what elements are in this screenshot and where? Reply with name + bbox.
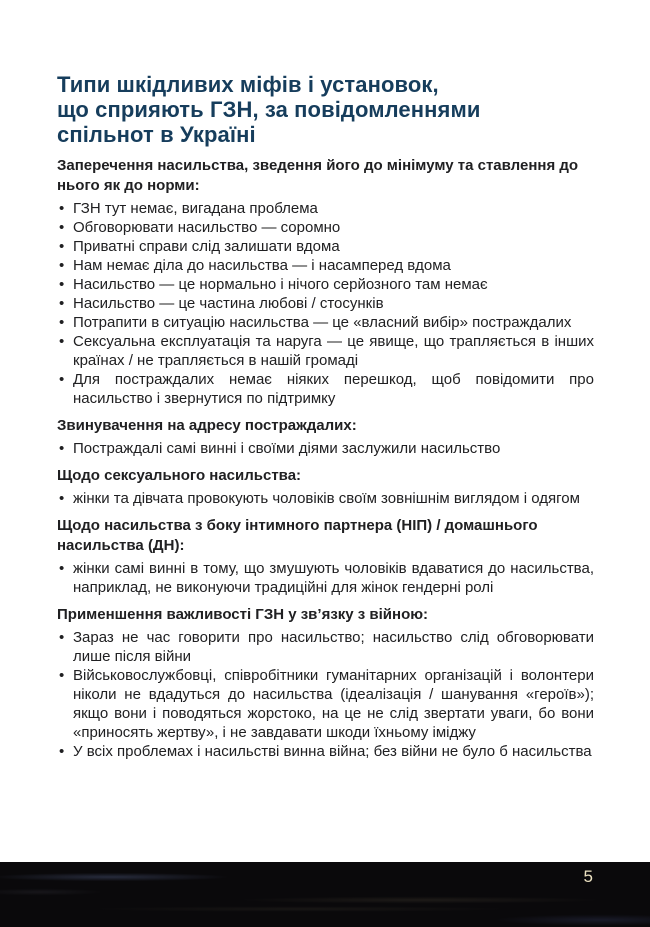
page-content (57, 72, 594, 761)
section-victim-blaming-list (57, 439, 594, 458)
section-ipv-domestic-list (57, 559, 594, 597)
list-item: • Обговорювати насильство — соромно (57, 218, 594, 237)
list-item: • Приватні справи слід залишати вдома (57, 237, 594, 256)
page-title-line-1: Типи шкідливих міфів і установок, (57, 72, 439, 97)
section-war-minimization-heading: Применшення важливості ГЗН у зв’язку з війною: (57, 606, 429, 623)
list-item: • У всіх проблемах і насильстві винна війна; без війни не було б насильства (57, 742, 594, 761)
list-item: • ГЗН тут немає, вигадана проблема (57, 199, 594, 218)
list-item: • Сексуальна експлуатація та наруга — це явище, що трапляється в інших країнах / не трапляється в нашій громаді (57, 332, 594, 370)
list-item: • Потрапити в ситуацію насильства — це «власний вибір» постраждалих (57, 313, 594, 332)
section-war-minimization (57, 605, 594, 761)
list-item: • Для постраждалих немає ніяких перешкод, щоб повідомити про насильство і звернутися по підтримку (57, 370, 594, 408)
footer-band (0, 862, 650, 927)
section-sexual-violence (57, 466, 594, 508)
section-sexual-violence-heading: Щодо сексуального насильства: (57, 467, 302, 484)
section-victim-blaming-heading: Звинувачення на адресу постраждалих: (57, 417, 357, 434)
page-title-line-3: спільнот в Україні (57, 122, 256, 147)
section-ipv-domestic-heading: Щодо насильства з боку інтимного партнера (НІП) / домашнього насильства (ДН): (57, 517, 538, 554)
section-sexual-violence-list (57, 489, 594, 508)
list-item: • Насильство — це нормально і нічого серйозного там немає (57, 275, 594, 294)
section-denial (57, 156, 594, 408)
list-item: • Постраждалі самі винні і своїми діями заслужили насильство (57, 439, 594, 458)
section-ipv-domestic (57, 516, 594, 597)
page-title-line-2: що сприяють ГЗН, за повідомленнями (57, 97, 481, 122)
list-item: • жінки та дівчата провокують чоловіків своїм зовнішнім виглядом і одягом (57, 489, 594, 508)
section-denial-list (57, 199, 594, 408)
section-denial-heading: Заперечення насильства, зведення його до мінімуму та ставлення до нього як до норми: (57, 157, 579, 194)
section-victim-blaming (57, 416, 594, 458)
list-item: • Зараз не час говорити про насильство; насильство слід обговорювати лише після війни (57, 628, 594, 666)
list-item: • Військовослужбовці, співробітники гуманітарних організацій і волонтери ніколи не вдадуться до насильства (ідеалізація / шанування «героїв»); якщо вони і поводяться жорстоко, на це не слід звертати уваги, бо вони «приносять жертву», і не завдавати шкоди їхньому іміджу (57, 666, 594, 742)
list-item: • Насильство — це частина любові / стосунків (57, 294, 594, 313)
page-title (57, 72, 594, 147)
list-item: • жінки самі винні в тому, що змушують чоловіків вдаватися до насильства, наприклад, не виконуючи традиційні для жінок гендерні ролі (57, 559, 594, 597)
section-war-minimization-list (57, 628, 594, 761)
list-item: • Нам немає діла до насильства — і насамперед вдома (57, 256, 594, 275)
page-number: 5 (583, 867, 593, 886)
